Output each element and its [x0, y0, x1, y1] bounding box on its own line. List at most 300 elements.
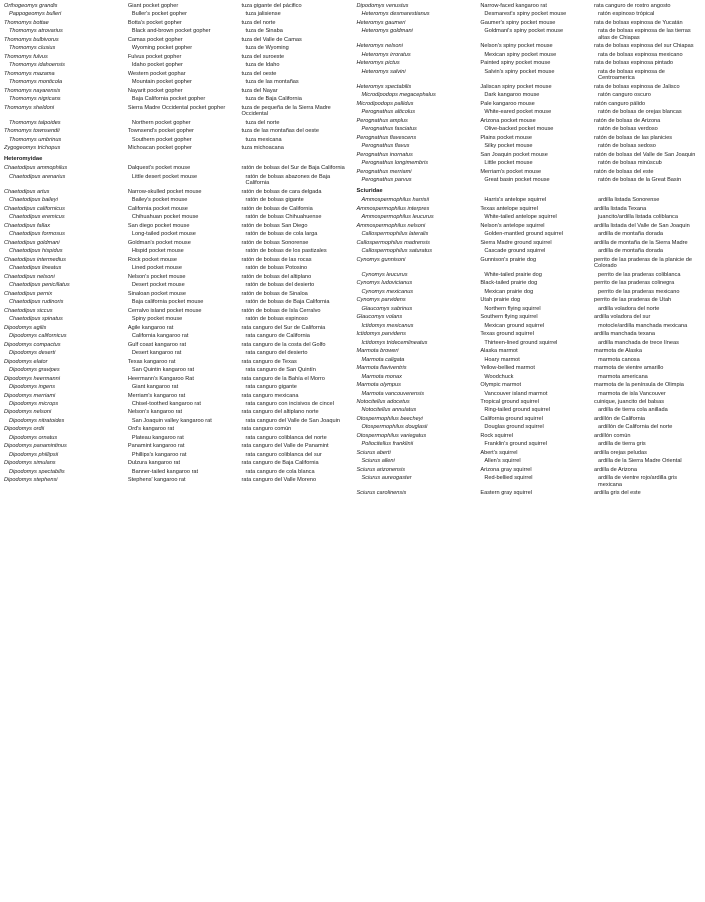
scientific-name: Cynomys parvidens [356, 297, 406, 304]
spanish-common-name: tuza del oeste [241, 70, 277, 77]
family-heading-row [357, 185, 702, 197]
scientific-name: Sciurus arizonensis [356, 466, 406, 473]
english-common-name: Giant kangaroo rat [131, 384, 179, 391]
spanish-common-name: tuza de Idaho [245, 62, 280, 69]
english-common-name: Mexican prairie dog [484, 288, 534, 295]
species-row [357, 168, 702, 176]
english-common-name: Ring-tailed ground squirrel [484, 407, 550, 414]
spanish-common-name: rata canguro común [241, 426, 292, 433]
english-common-name: Eastern gray squirrel [480, 490, 532, 497]
english-common-name: Little pocket mouse [484, 160, 533, 167]
spanish-common-name: motocle/ardilla manchada mexicana [598, 322, 688, 329]
scientific-name: Sciurus aberti [356, 449, 391, 456]
english-common-name: Olive-backed pocket mouse [484, 126, 554, 133]
english-common-name: Agile kangaroo rat [127, 324, 174, 331]
english-common-name: Plateau kangaroo rat [131, 434, 184, 441]
scientific-name: Callospermophilus madrensis [356, 239, 430, 246]
english-common-name: San Quintin kangaroo rat [131, 367, 195, 374]
spanish-common-name: ardilla manchada texana [594, 331, 655, 338]
species-row [357, 466, 702, 474]
spanish-common-name: tuza del norte [241, 19, 276, 26]
scientific-name: Cynomys gunnisoni [356, 256, 406, 263]
english-common-name: Hoary marmot [484, 356, 520, 363]
scientific-name: Thomomys sheldoni [4, 104, 55, 111]
scientific-name: Zygogeomys trichopus [4, 145, 61, 152]
species-row [357, 330, 702, 338]
species-row [357, 117, 702, 125]
spanish-common-name: perrito de las praderas mexicano [598, 288, 680, 295]
spanish-common-name: rata canguro del Valle de Panamint [241, 443, 329, 450]
scientific-name: Dipodomys heermanni [4, 375, 60, 382]
spanish-common-name: ardilla listada del Valle de San Joaquin [594, 222, 690, 229]
species-row [4, 298, 349, 306]
scientific-name: Dipodomys compactus [4, 341, 61, 348]
english-common-name: Dark kangaroo mouse [484, 92, 540, 99]
spanish-common-name: rata canguro del desierto [245, 350, 308, 357]
english-common-name: Tropical ground squirrel [480, 399, 539, 405]
scientific-name: Heteromys desmarestianus [361, 11, 430, 18]
scientific-name: Thomomys umbrinus [9, 136, 62, 143]
english-common-name: Desmarest's spiny pocket mouse [484, 11, 567, 18]
species-row [4, 213, 349, 221]
english-common-name: Desert pocket mouse [131, 282, 185, 289]
species-row [357, 432, 702, 440]
scientific-name: Notocitellus adocetus [356, 399, 410, 405]
scientific-name: Heteromys salvini [361, 68, 406, 75]
scientific-name: Thomomys clusius [9, 45, 56, 52]
spanish-common-name: ardillón de California del norte [598, 424, 673, 431]
scientific-name: Ammospermophilus harrisii [361, 197, 429, 204]
scientific-name: Dipodomys phillipsii [9, 451, 59, 458]
species-row [4, 70, 349, 78]
scientific-name: Otospermophilus variegatus [356, 432, 427, 439]
spanish-common-name: ratón de bolsas Chihuahuense [245, 214, 322, 221]
scientific-name: Thomomys fulvus [4, 53, 48, 60]
spanish-common-name: rata canguro de cola blanca [245, 468, 315, 475]
scientific-name: Thomomys bulbivorus [4, 36, 59, 43]
spanish-common-name: ardilla listada Sonorense [598, 197, 660, 204]
spanish-common-name: rata canguro del Valle de San Joaquin [245, 417, 340, 424]
spanish-common-name: tuza de Wyoming [245, 45, 289, 52]
english-common-name: Narrow-skulled pocket mouse [127, 188, 202, 195]
english-common-name: Chihuahuan pocket mouse [131, 214, 199, 221]
english-common-name: Jaliscan spiny pocket mouse [480, 83, 552, 90]
species-row [357, 239, 702, 247]
scientific-name: Thomomys townsendii [4, 128, 60, 135]
spanish-common-name: tuza de pequeña de la Sierra Madre Occidental [241, 104, 331, 118]
spanish-common-name: tuza mexicana [245, 136, 282, 143]
scientific-name: Dipodomys stephensi [4, 477, 58, 484]
english-common-name: Texas ground squirrel [480, 331, 534, 338]
english-common-name: Little desert pocket mouse [131, 173, 198, 180]
scientific-name: Notocitellus annulatus [361, 407, 417, 414]
species-row [4, 425, 349, 433]
english-common-name: California pocket mouse [127, 205, 188, 212]
english-common-name: Sierra Madre Occidental pocket gopher [127, 104, 226, 111]
spanish-common-name: rata canguro de la costa del Golfo [241, 341, 326, 348]
spanish-common-name: rata canguro gigante [245, 384, 297, 391]
species-row [4, 10, 349, 18]
english-common-name: Spiny pocket mouse [131, 316, 183, 323]
english-common-name: Lined pocket mouse [131, 265, 182, 272]
scientific-name: Dipodomys nitratoides [9, 417, 65, 424]
english-common-name: Buller's pocket gopher [131, 11, 188, 18]
spanish-common-name: ratón de bolsas de cola larga [245, 231, 318, 238]
scientific-name: Dipodomys nelsoni [4, 409, 52, 416]
spanish-common-name: marmota de Alaska [594, 348, 642, 355]
english-common-name: Ord's kangaroo rat [127, 426, 175, 433]
spanish-common-name: ardilla voladora del norte [598, 305, 660, 312]
spanish-common-name: rata canguro de rostro angosto [594, 3, 671, 9]
species-row [357, 19, 702, 27]
spanish-common-name: marmota de la península de Olimpia [594, 382, 684, 389]
english-common-name: Gaumer's spiny pocket mouse [480, 19, 556, 26]
species-row [357, 213, 702, 221]
english-common-name: Golden-mantled ground squirrel [484, 231, 564, 238]
scientific-name: Heteromys spectabilis [356, 83, 412, 90]
spanish-common-name: ratón de bolsas Sonorense [241, 239, 309, 246]
spanish-common-name: rata canguro del Valle Moreno [241, 477, 317, 484]
spanish-common-name: ardilla de Arizona [594, 466, 637, 473]
scientific-name: Dipodomys ornatus [9, 434, 58, 441]
english-common-name: Texas kangaroo rat [127, 358, 176, 365]
english-common-name: Chisel-toothed kangaroo rat [131, 401, 201, 407]
scientific-name: Cynomys leucurus [361, 271, 408, 278]
species-row [357, 256, 702, 271]
species-row [4, 78, 349, 86]
spanish-common-name: tuza de las montañas del oeste [241, 128, 319, 135]
family-name: Heteromyidae [4, 155, 43, 162]
spanish-common-name: ratón de bolsas de los pastizales [245, 248, 327, 255]
species-row [357, 125, 702, 133]
english-common-name: Vancouver island marmot [484, 390, 548, 397]
spanish-common-name: ardilla voladora del sur [594, 314, 651, 321]
english-common-name: Dalquest's pocket mouse [127, 165, 191, 172]
english-common-name: Rock squirrel [480, 432, 513, 439]
spanish-common-name: tuza del Valle de Camas [241, 36, 302, 43]
species-row [357, 42, 702, 50]
scientific-name: Thomomys atrovarius [9, 28, 63, 35]
spanish-common-name: ratón de bolsas minúscub [598, 160, 662, 167]
scientific-name: Sciurus carolinensis [356, 490, 407, 497]
english-common-name: Silky pocket mouse [484, 143, 533, 150]
english-common-name: Nayarit pocket gopher [127, 87, 183, 94]
spanish-common-name: ratón de bolsas del este [594, 168, 654, 175]
scientific-name: Dipodomys panamintinus [4, 443, 67, 450]
scientific-name: Chaetodipus formosus [9, 231, 65, 238]
english-common-name: Plains pocket mouse [480, 134, 532, 141]
scientific-name: Callospermophilus saturatus [361, 248, 433, 255]
english-common-name: Idaho pocket gopher [131, 62, 183, 69]
family-heading-row [4, 153, 349, 165]
spanish-common-name: perrito de las praderas coliblanca [598, 271, 681, 278]
spanish-common-name: ratón de bolsas gigante [245, 197, 304, 204]
species-row [4, 366, 349, 374]
english-common-name: Northern pocket gopher [131, 119, 191, 126]
species-table-left [4, 2, 349, 485]
spanish-common-name: rata canguro del altiplano norte [241, 409, 319, 416]
species-row [4, 104, 349, 119]
species-row [357, 423, 702, 431]
species-row [4, 127, 349, 135]
species-row [357, 134, 702, 142]
species-row [4, 408, 349, 416]
spanish-common-name: rata de bolsas espinosa de Centroamerica [598, 68, 665, 82]
scientific-name: Chaetodipus ammophilus [4, 165, 68, 172]
english-common-name: Northern flying squirrel [484, 305, 541, 312]
spanish-common-name: ardilla listada Texana [594, 205, 647, 212]
species-row [4, 417, 349, 425]
english-common-name: Harris's antelope squirrel [484, 197, 547, 204]
scientific-name: Sciurus aureogaster [361, 475, 412, 482]
english-common-name: Yellow-bellied marmot [480, 365, 535, 372]
spanish-common-name: rata canguro coliblanca del norte [245, 434, 327, 441]
species-row [357, 108, 702, 116]
scientific-name: Ictidomys tridecemlineatus [361, 339, 428, 346]
species-row [357, 100, 702, 108]
english-common-name: Arizona gray squirrel [480, 466, 532, 473]
spanish-common-name: tuza gigante del pácifico [241, 3, 302, 9]
species-row [4, 196, 349, 204]
scientific-name: Chaetodipus nelsoni [4, 273, 55, 280]
english-common-name: Bailey's pocket mouse [131, 197, 188, 204]
scientific-name: Microdipodops megacephalus [361, 92, 436, 99]
species-row [4, 36, 349, 44]
species-table-left-body [4, 2, 349, 485]
scientific-name: Ictidomys mexicanus [361, 322, 414, 329]
species-row [357, 398, 702, 406]
scientific-name: Dipodomys spectabilis [9, 468, 65, 475]
species-row [4, 358, 349, 366]
english-common-name: Desert kangaroo rat [131, 350, 182, 357]
english-common-name: Hispid pocket mouse [131, 248, 184, 255]
spanish-common-name: ratón de bolsas espinoso [245, 316, 308, 323]
species-row [4, 281, 349, 289]
spanish-common-name: ardilla de tierra gris [598, 441, 646, 448]
spanish-common-name: rata canguro de California [245, 333, 310, 340]
species-row [357, 196, 702, 204]
species-row [4, 315, 349, 323]
species-row [357, 406, 702, 414]
english-common-name: Olympic marmot [480, 382, 522, 389]
species-row [357, 83, 702, 91]
english-common-name: Black-tailed prairie dog [480, 280, 538, 287]
spanish-common-name: rata canguro de Baja California [241, 460, 319, 467]
english-common-name: Cascade ground squirrel [484, 248, 546, 255]
spanish-common-name: ratón espinoso trópical [598, 11, 655, 18]
scientific-name: Marmota vancouverensis [361, 390, 424, 397]
spanish-common-name: rata de bolsas espinosa pintado [594, 60, 674, 67]
english-common-name: Painted spiny pocket mouse [480, 60, 551, 67]
spanish-common-name: ratón de bolsas de California [241, 205, 313, 212]
spanish-common-name: ratón de bolsas abazones de Baja California [245, 173, 331, 187]
english-common-name: Pale kangaroo mouse [480, 100, 535, 107]
species-row [357, 449, 702, 457]
scientific-name: Otospermophilus douglasii [361, 424, 428, 431]
scientific-name: Callospermophilus lateralis [361, 231, 429, 238]
english-common-name: Baja California pocket gopher [131, 96, 206, 103]
spanish-common-name: marmota de isla Vancouver [598, 390, 666, 397]
spanish-common-name: rata canguro con incisivos de cincel [245, 401, 334, 407]
species-row [4, 459, 349, 467]
english-common-name: Franklin's ground squirrel [484, 441, 547, 448]
species-table-right [357, 2, 702, 498]
english-common-name: Sinaloan pocket mouse [127, 290, 187, 297]
species-row [357, 347, 702, 355]
spanish-common-name: rata canguro mexicana [241, 392, 299, 399]
scientific-name: Chaetodipus fallax [4, 222, 51, 229]
english-common-name: Giant pocket gopher [127, 3, 179, 9]
english-common-name: San Joaquin pocket mouse [480, 151, 548, 158]
scientific-name: Pappogeomys bulleri [9, 11, 62, 18]
species-row [357, 373, 702, 381]
spanish-common-name: cuinique, juancito del balsas [594, 399, 665, 405]
english-common-name: Mexican ground squirrel [484, 322, 545, 329]
scientific-name: Ammospermophilus leucurus [361, 214, 434, 221]
spanish-common-name: rata de bolsas espinosa mexicano [598, 51, 683, 58]
species-row [4, 400, 349, 408]
scientific-name: Thomomys monticola [9, 79, 63, 86]
family-name: Sciuridae [356, 187, 383, 194]
spanish-common-name: rata canguro coliblanca del sur [245, 451, 322, 458]
species-row [357, 288, 702, 296]
english-common-name: Nelson's spiny pocket mouse [480, 43, 553, 50]
species-row [357, 10, 702, 18]
english-common-name: Townsend's pocket gopher [127, 128, 194, 135]
species-row [4, 19, 349, 27]
scientific-name: Glaucomys volans [356, 314, 403, 321]
species-row [357, 247, 702, 255]
english-common-name: Rock pocket mouse [127, 256, 177, 263]
english-common-name: Abert's squirrel [480, 449, 518, 456]
species-row [357, 2, 702, 10]
species-row [357, 390, 702, 398]
scientific-name: Heteromys nelsoni [356, 43, 403, 50]
spanish-common-name: ratón de bolsas del Valle de San Joaquin [594, 151, 696, 158]
species-row [4, 247, 349, 255]
scientific-name: Dipodomys merriami [4, 392, 56, 399]
english-common-name: Gunnison's prairie dog [480, 256, 537, 263]
scientific-name: Thomomys mazama [4, 70, 55, 77]
species-row [357, 457, 702, 465]
english-common-name: Southern flying squirrel [480, 314, 538, 321]
species-row [4, 349, 349, 357]
scientific-name: Thomomys idahoensis [9, 62, 65, 69]
species-row [357, 271, 702, 279]
english-common-name: Long-tailed pocket mouse [131, 231, 196, 238]
scientific-name: Thomomys bottae [4, 19, 49, 26]
spanish-common-name: rata canguro de San Quintín [245, 367, 316, 374]
english-common-name: Heermann's Kangaroo Rat [127, 375, 194, 382]
english-common-name: Michoacan pocket gopher [127, 145, 192, 152]
english-common-name: White-eared pocket mouse [484, 109, 552, 116]
spanish-common-name: rata de bolsas espinosa del sur Chiapas [594, 43, 694, 50]
scientific-name: Cynomys mexicanus [361, 288, 414, 295]
scientific-name: Dipodomys elator [4, 358, 48, 365]
spanish-common-name: ratón de bolsas de cara delgada [241, 188, 322, 195]
scientific-name: Thomomys nigricans [9, 96, 61, 103]
english-common-name: Texas antelope squirrel [480, 205, 538, 212]
scientific-name: Chaetodipus eremicus [9, 214, 65, 221]
species-row [357, 205, 702, 213]
scientific-name: Heteromys goldmani [361, 28, 413, 35]
species-row [4, 53, 349, 61]
english-common-name: Woodchuck [484, 373, 514, 380]
species-row [357, 364, 702, 372]
scientific-name: Perognathus amplus [356, 117, 408, 124]
english-common-name: San Joaquin valley kangaroo rat [131, 417, 212, 424]
species-row [4, 44, 349, 52]
spanish-common-name: perrito de las praderas de la planicie de Colorado [594, 256, 692, 270]
english-common-name: Sierra Madre ground squirrel [480, 239, 552, 246]
english-common-name: Narrow-faced kangaroo rat [480, 3, 547, 9]
scientific-name: Dipodomys gravipes [9, 367, 60, 374]
spanish-common-name: ardilla de la Sierra Madre Oriental [598, 458, 682, 465]
species-row [4, 375, 349, 383]
spanish-common-name: ratón canguro pálido [594, 100, 646, 107]
spanish-common-name: tuza michoacana [241, 145, 284, 152]
left-column [4, 2, 353, 902]
scientific-name: Orthogeomys grandis [4, 3, 58, 9]
scientific-name: Sciurus alleni [361, 458, 395, 465]
scientific-name: Heteromys irroratus [361, 51, 411, 58]
scientific-name: Dipodomys simulans [4, 460, 56, 467]
spanish-common-name: rata canguro del Sur de California [241, 324, 326, 331]
english-common-name: Southern pocket gopher [131, 136, 192, 143]
english-common-name: Phillips's kangaroo rat [131, 451, 187, 458]
english-common-name: White-tailed antelope squirrel [484, 214, 557, 221]
scientific-name: Ammospermophilus interpres [356, 205, 430, 212]
spanish-common-name: ratón de bolsas San Diego [241, 222, 308, 229]
english-common-name: Stephens' kangaroo rat [127, 477, 186, 484]
species-row [357, 151, 702, 159]
spanish-common-name: ardilla de vientre rojo/ardilla gris mexicana [598, 475, 678, 488]
species-row [4, 95, 349, 103]
species-row [357, 305, 702, 313]
spanish-common-name: ratón de bolsas del Sur de Baja California [241, 165, 345, 172]
scientific-name: Dipodomys ingens [9, 384, 56, 391]
scientific-name: Marmota caligata [361, 356, 405, 363]
species-row [4, 222, 349, 230]
species-row [4, 434, 349, 442]
scientific-name: Chaetodipus spinatus [9, 316, 63, 323]
scientific-name: Chaetodipus artus [4, 188, 50, 195]
scientific-name: Chaetodipus rudinoris [9, 299, 64, 306]
spanish-common-name: ardilla manchada de trece líneas [598, 339, 679, 346]
species-row [4, 173, 349, 188]
species-row [4, 273, 349, 281]
species-row [357, 176, 702, 184]
species-row [357, 230, 702, 238]
species-row [357, 356, 702, 364]
scientific-name: Perognathus longimembris [361, 160, 429, 167]
scientific-name: Marmota broweri [356, 348, 399, 355]
spanish-common-name: ratón de bolsas sedoso [598, 143, 656, 150]
species-row [357, 51, 702, 59]
spanish-common-name: ardilla de montaña dorada [598, 231, 664, 238]
scientific-name: Glaucomys sabrinus [361, 305, 413, 312]
spanish-common-name: ratón de bolsas del desierto [245, 282, 315, 289]
scientific-name: Dipodomys microps [9, 401, 59, 407]
scientific-name: Chaetodipus arenarius [9, 173, 66, 180]
species-row [357, 91, 702, 99]
species-row [357, 296, 702, 304]
scientific-name: Marmota monax [361, 373, 402, 380]
english-common-name: Mexican spiny pocket mouse [484, 51, 557, 58]
species-row [4, 383, 349, 391]
species-row [357, 222, 702, 230]
spanish-common-name: perrito de las praderas de Utah [594, 297, 672, 304]
